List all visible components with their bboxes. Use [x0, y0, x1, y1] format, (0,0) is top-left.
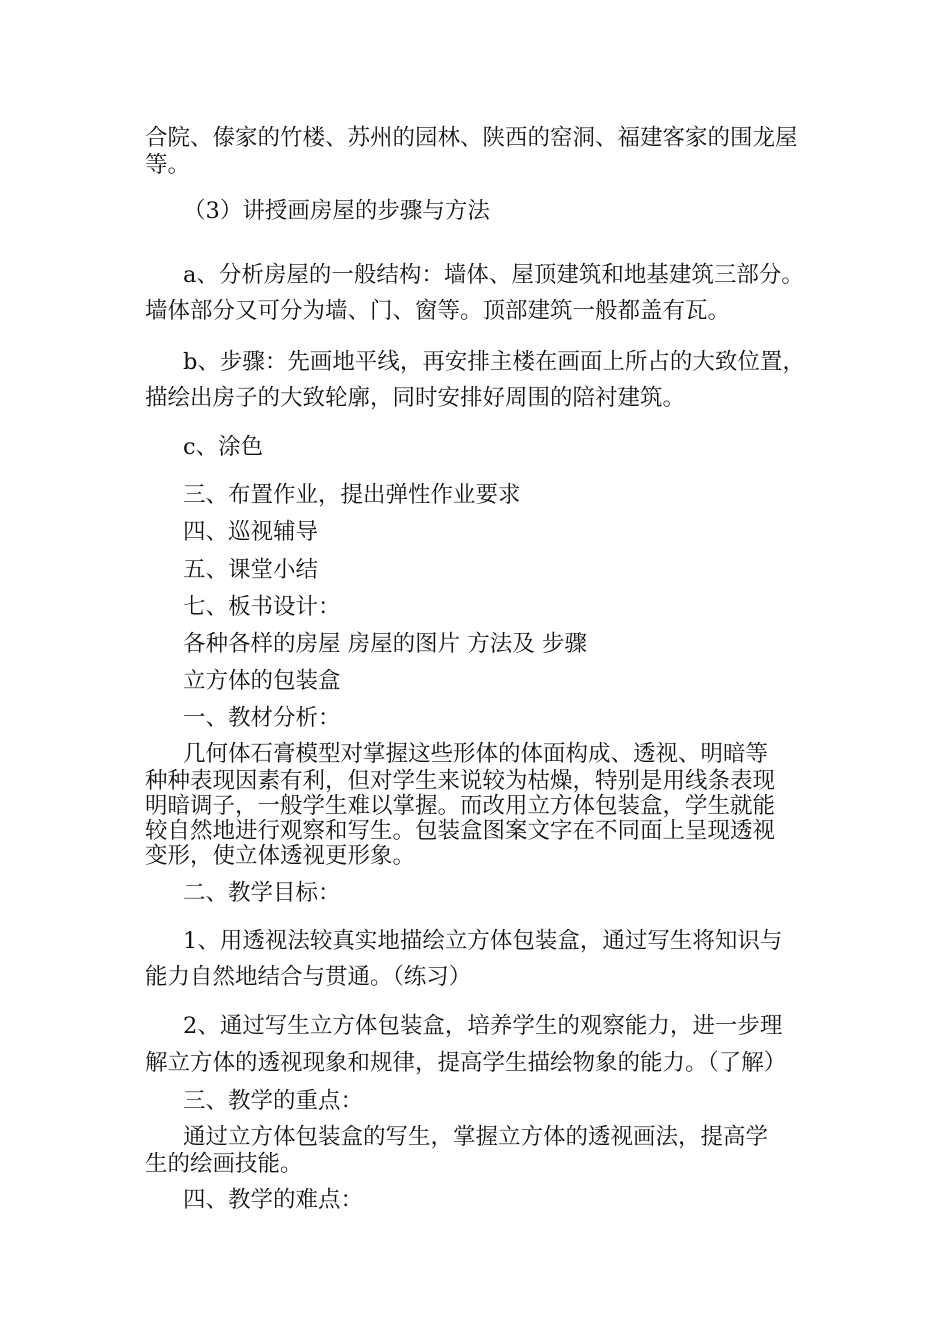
section-heading: 五、课堂小结 — [183, 557, 319, 583]
text-line: 通过立方体包装盒的写生，掌握立方体的透视画法，提高学 — [183, 1124, 769, 1150]
text-line: 合院、傣家的竹楼、苏州的园林、陕西的窑洞、福建客家的围龙屋 — [145, 125, 798, 151]
text-line: 描绘出房子的大致轮廓，同时安排好周围的陪衬建筑。 — [145, 385, 686, 411]
text-line: 墙体部分又可分为墙、门、窗等。顶部建筑一般都盖有瓦。 — [145, 298, 731, 324]
text-line: b、步骤：先画地平线，再安排主楼在画面上所占的大致位置， — [183, 349, 805, 375]
text-line: 生的绘画技能。 — [145, 1151, 303, 1177]
text-line: 1、用透视法较真实地描绘立方体包装盒，通过写生将知识与 — [183, 928, 783, 954]
text-line: 各种各样的房屋 房屋的图片 方法及 步骤 — [183, 631, 587, 657]
section-heading: 一、教材分析： — [183, 705, 341, 731]
section-heading: 七、板书设计： — [183, 594, 341, 620]
text-line: 解立方体的透视现象和规律，提高学生描绘物象的能力。（了解） — [145, 1050, 787, 1076]
section-heading: 四、教学的难点： — [183, 1187, 364, 1213]
text-line: 几何体石膏模型对掌握这些形体的体面构成、透视、明暗等 — [183, 741, 769, 767]
section-heading: （3）讲授画房屋的步骤与方法 — [183, 198, 490, 224]
text-line: 变形，使立体透视更形象。 — [145, 843, 416, 869]
text-line: 能力自然地结合与贯通。（练习） — [145, 964, 472, 990]
text-line: 等。 — [145, 152, 191, 178]
text-line: c、涂色 — [183, 434, 264, 460]
text-line: a、分析房屋的一般结构：墙体、屋顶建筑和地基建筑三部分。 — [183, 262, 804, 288]
text-line: 2、通过写生立方体包装盒，培养学生的观察能力，进一步理 — [183, 1013, 783, 1039]
text-line: 较自然地进行观察和写生。包装盒图案文字在不同面上呈现透视 — [145, 818, 776, 844]
section-heading: 三、布置作业，提出弹性作业要求 — [183, 482, 521, 508]
text-line: 明暗调子，一般学生难以掌握。而改用立方体包装盒，学生就能 — [145, 793, 776, 819]
lesson-title: 立方体的包装盒 — [183, 668, 341, 694]
text-line: 种种表现因素有利，但对学生来说较为枯燥，特别是用线条表现 — [145, 768, 776, 794]
section-heading: 四、巡视辅导 — [183, 519, 319, 545]
section-heading: 三、教学的重点： — [183, 1088, 364, 1114]
section-heading: 二、教学目标： — [183, 880, 341, 906]
